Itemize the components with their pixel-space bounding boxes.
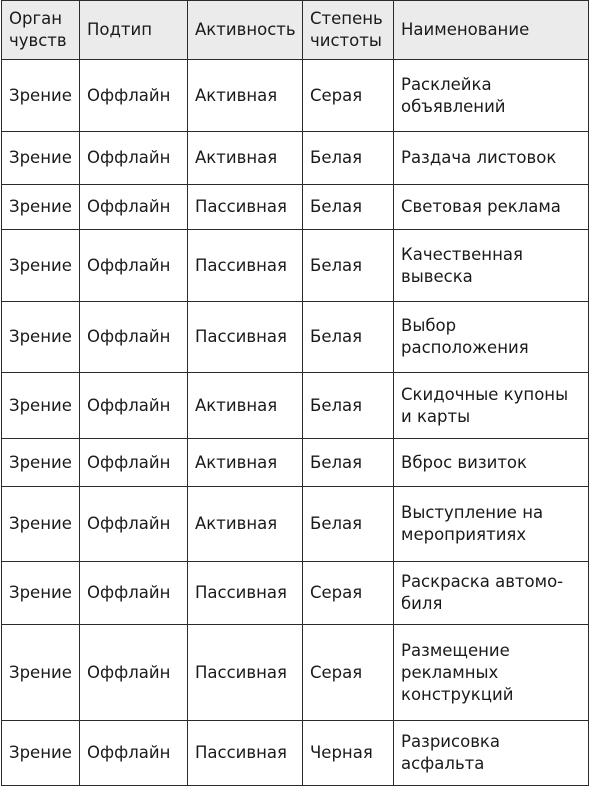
table-row — [2, 625, 589, 721]
cell-purity: Белая — [303, 185, 394, 230]
cell-name: Расклейка объявлений — [394, 60, 589, 132]
cell-subtype: Оффлайн — [80, 60, 188, 132]
cell-purity: Белая — [303, 302, 394, 373]
cell-subtype: Оффлайн — [80, 230, 188, 302]
cell-activity: Пассивная — [188, 721, 303, 786]
cell-purity: Белая — [303, 373, 394, 439]
cell-purity: Черная — [303, 721, 394, 786]
cell-purity: Серая — [303, 625, 394, 721]
cell-purity: Серая — [303, 562, 394, 625]
header-purity-degree: Степень чистоты — [303, 1, 394, 60]
cell-sense-organ: Зрение — [2, 487, 80, 562]
cell-name: Вброс визиток — [394, 439, 589, 487]
cell-subtype: Оффлайн — [80, 562, 188, 625]
header-name: Наименование — [394, 1, 589, 60]
cell-sense-organ: Зрение — [2, 302, 80, 373]
cell-name: Раскраска автомо-биля — [394, 562, 589, 625]
header-activity: Активность — [188, 1, 303, 60]
cell-activity: Пассивная — [188, 185, 303, 230]
cell-purity: Белая — [303, 132, 394, 185]
cell-sense-organ: Зрение — [2, 60, 80, 132]
cell-sense-organ: Зрение — [2, 625, 80, 721]
cell-subtype: Оффлайн — [80, 487, 188, 562]
cell-sense-organ: Зрение — [2, 185, 80, 230]
header-row — [2, 1, 589, 60]
cell-activity: Пассивная — [188, 562, 303, 625]
table-row — [2, 373, 589, 439]
cell-subtype: Оффлайн — [80, 721, 188, 786]
table-row — [2, 721, 589, 786]
table-row — [2, 562, 589, 625]
cell-name: Размещение рекламных конструкций — [394, 625, 589, 721]
cell-activity: Активная — [188, 487, 303, 562]
table-row — [2, 185, 589, 230]
cell-name: Выбор расположения — [394, 302, 589, 373]
cell-purity: Белая — [303, 230, 394, 302]
cell-subtype: Оффлайн — [80, 439, 188, 487]
cell-activity: Пассивная — [188, 625, 303, 721]
cell-activity: Активная — [188, 373, 303, 439]
cell-sense-organ: Зрение — [2, 230, 80, 302]
header-subtype: Подтип — [80, 1, 188, 60]
cell-purity: Белая — [303, 439, 394, 487]
channels-table — [1, 0, 589, 786]
table-row — [2, 132, 589, 185]
cell-activity: Активная — [188, 60, 303, 132]
header-sense-organ: Орган чувств — [2, 1, 80, 60]
cell-name: Качественная вывеска — [394, 230, 589, 302]
cell-activity: Активная — [188, 132, 303, 185]
table-row — [2, 302, 589, 373]
cell-name: Световая реклама — [394, 185, 589, 230]
cell-activity: Активная — [188, 439, 303, 487]
cell-activity: Пассивная — [188, 230, 303, 302]
cell-name: Разрисовка асфальта — [394, 721, 589, 786]
cell-sense-organ: Зрение — [2, 439, 80, 487]
table-row — [2, 487, 589, 562]
cell-purity: Серая — [303, 60, 394, 132]
cell-sense-organ: Зрение — [2, 721, 80, 786]
cell-purity: Белая — [303, 487, 394, 562]
cell-name: Раздача листовок — [394, 132, 589, 185]
cell-sense-organ: Зрение — [2, 562, 80, 625]
cell-subtype: Оффлайн — [80, 625, 188, 721]
table-row — [2, 60, 589, 132]
cell-subtype: Оффлайн — [80, 132, 188, 185]
cell-name: Скидочные купоны и карты — [394, 373, 589, 439]
cell-sense-organ: Зрение — [2, 132, 80, 185]
cell-activity: Пассивная — [188, 302, 303, 373]
cell-name: Выступление на мероприятиях — [394, 487, 589, 562]
cell-subtype: Оффлайн — [80, 185, 188, 230]
table-row — [2, 230, 589, 302]
cell-subtype: Оффлайн — [80, 302, 188, 373]
cell-sense-organ: Зрение — [2, 373, 80, 439]
table-row — [2, 439, 589, 487]
cell-subtype: Оффлайн — [80, 373, 188, 439]
